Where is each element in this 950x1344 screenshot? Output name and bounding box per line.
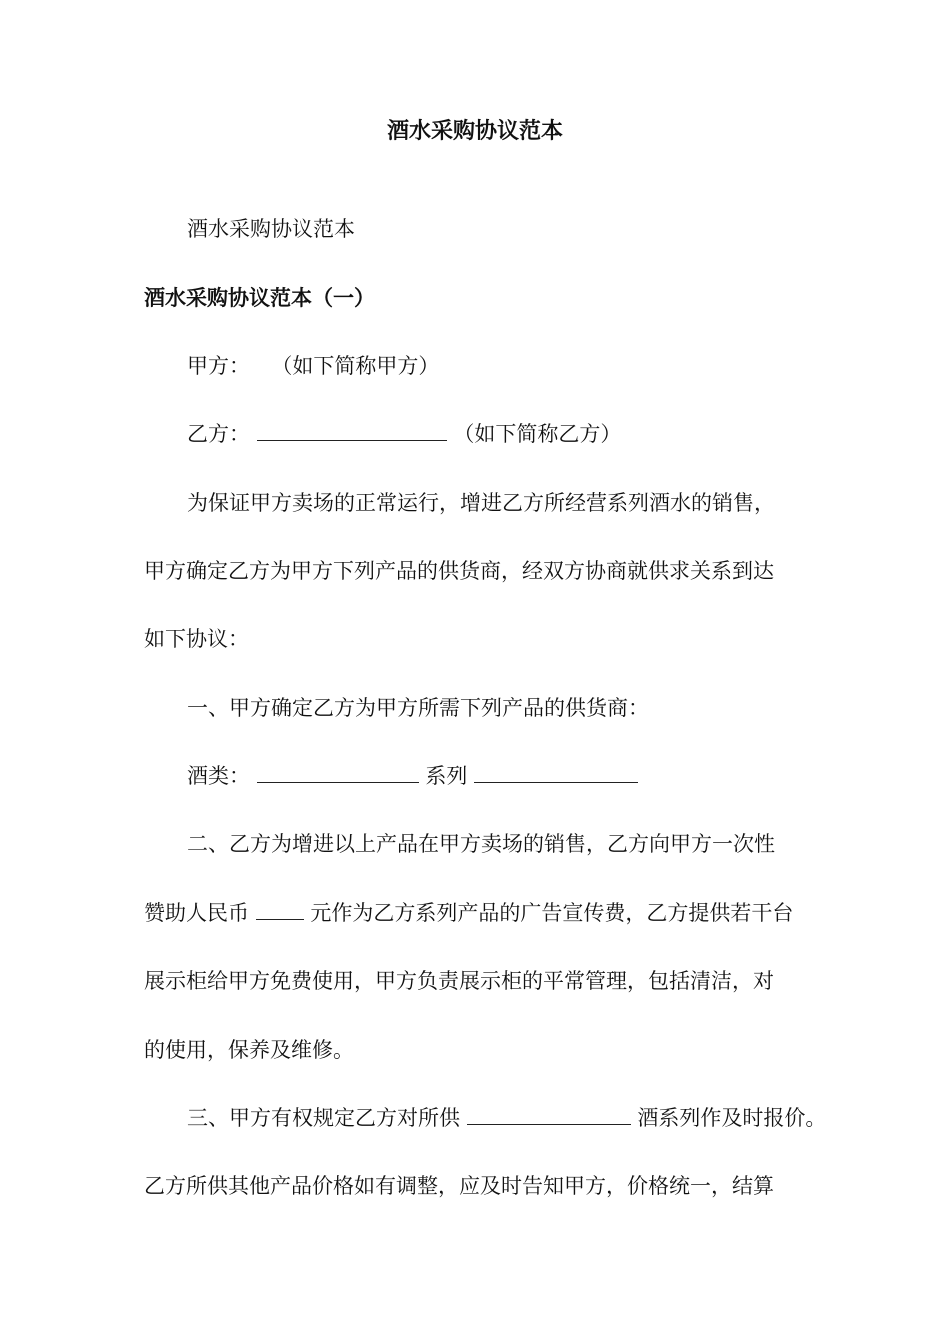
section-heading: 酒水采购协议范本（一） [144, 286, 375, 310]
clause-3-blank [467, 1104, 631, 1125]
clause-3-line-2: 乙方所供其他产品价格如有调整，应及时告知甲方，价格统一，结算 [144, 1174, 774, 1198]
party-a-line [187, 352, 439, 380]
sponsor-amount-blank [256, 899, 304, 920]
clause-2-line-4: 的使用，保养及维修。 [144, 1038, 354, 1062]
wine-line [187, 762, 638, 790]
intro-line-3: 如下协议： [144, 627, 249, 651]
clause-3-line-1 [187, 1104, 826, 1132]
document-subtitle: 酒水采购协议范本 [187, 217, 355, 241]
clause-2-line-3: 展示柜给甲方免费使用，甲方负责展示柜的平常管理，包括清洁，对 [144, 969, 774, 993]
clause-1: 一、甲方确定乙方为甲方所需下列产品的供货商： [187, 696, 649, 720]
wine-label: 酒类： [187, 764, 250, 788]
sponsor-text: 元作为乙方系列产品的广告宣传费，乙方提供若干台 [310, 901, 794, 925]
party-b-line [187, 420, 621, 448]
sponsor-label: 赞助人民币 [144, 901, 249, 925]
party-b-label: 乙方： [187, 422, 250, 446]
clause-3-start: 三、甲方有权规定乙方对所供 [187, 1106, 460, 1130]
party-b-blank [257, 420, 447, 441]
wine-series: 系列 [425, 764, 468, 788]
wine-blank-2 [474, 762, 638, 783]
intro-line-1: 为保证甲方卖场的正常运行，增进乙方所经营系列酒水的销售， [187, 491, 775, 515]
wine-blank-1 [257, 762, 419, 783]
party-b-note: （如下简称乙方） [453, 422, 622, 446]
document-title: 酒水采购协议范本 [386, 119, 563, 144]
party-a-label: 甲方： [187, 354, 250, 378]
clause-2-line-2 [144, 899, 793, 927]
party-a-note: （如下简称甲方） [271, 354, 440, 378]
clause-3-end: 酒系列作及时报价。 [637, 1106, 827, 1130]
clause-2-line-1: 二、乙方为增进以上产品在甲方卖场的销售，乙方向甲方一次性 [187, 832, 775, 856]
intro-line-2: 甲方确定乙方为甲方下列产品的供货商，经双方协商就供求关系到达 [144, 559, 774, 583]
